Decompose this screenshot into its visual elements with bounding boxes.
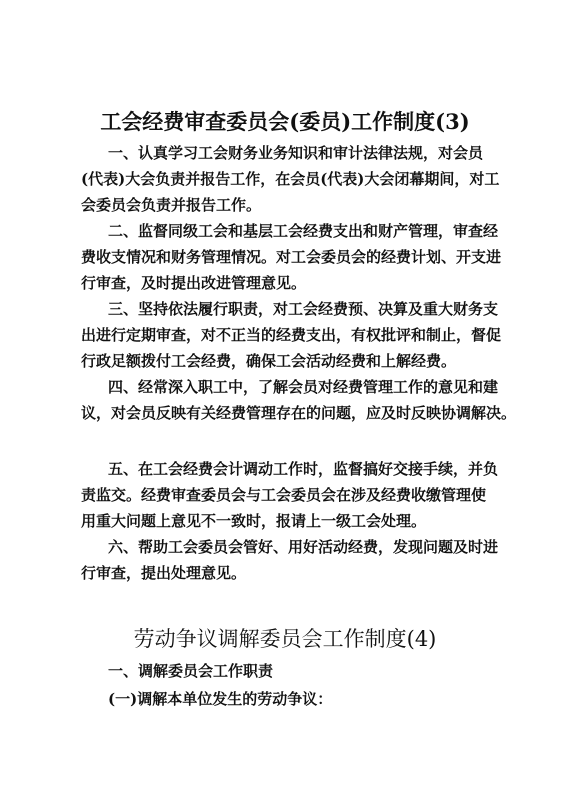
paragraph-3-line-1: 三、坚持依法履行职责，对工会经费预、决算及重大财务支 <box>108 300 499 318</box>
paragraph-4-line-1: 四、经常深入职工中，了解会员对经费管理工作的意见和建 <box>108 378 499 396</box>
paragraph-1-line-3: 会委员会负责并报告工作。 <box>81 196 262 214</box>
section-title-mediation-committee: 劳动争议调解委员会工作制度(4) <box>133 627 437 651</box>
paragraph-4-line-2: 议，对会员反映有关经费管理存在的问题，应及时反映协调解决。 <box>81 404 517 422</box>
paragraph-3-line-2: 出进行定期审查，对不正当的经费支出，有权批评和制止，督促 <box>81 326 502 344</box>
mediation-heading-1: 一、调解委员会工作职责 <box>108 662 274 680</box>
paragraph-5-line-2: 责监交。经费审查委员会与工会委员会在涉及经费收缴管理使 <box>81 486 487 504</box>
paragraph-5-line-3: 用重大问题上意见不一致时，报请上一级工会处理。 <box>81 512 427 530</box>
paragraph-6-line-1: 六、帮助工会委员会管好、用好活动经费，发现问题及时进 <box>108 538 499 556</box>
paragraph-6-line-2: 行审查，提出处理意见。 <box>81 564 247 582</box>
paragraph-3-line-3: 行政足额拨付工会经费，确保工会活动经费和上解经费。 <box>81 352 457 370</box>
paragraph-1-line-2: (代表)大会负责并报告工作，在会员(代表)大会闭幕期间，对工 <box>81 170 500 188</box>
paragraph-1-line-1: 一、认真学习工会财务业务知识和审计法律法规，对会员 <box>108 144 484 162</box>
paragraph-2-line-3: 行审查，及时提出改进管理意见。 <box>81 274 307 292</box>
paragraph-5-line-1: 五、在工会经费会计调动工作时，监督搞好交接手续，并负 <box>108 460 499 478</box>
paragraph-2-line-2: 费收支情况和财务管理情况。对工会委员会的经费计划、开支进 <box>81 248 502 266</box>
paragraph-2-line-1: 二、监督同级工会和基层工会经费支出和财产管理，审查经 <box>108 222 499 240</box>
mediation-subheading-1: (一)调解本单位发生的劳动争议： <box>108 690 333 708</box>
section-title-audit-committee: 工会经费审查委员会(委员)工作制度(3) <box>100 109 470 134</box>
